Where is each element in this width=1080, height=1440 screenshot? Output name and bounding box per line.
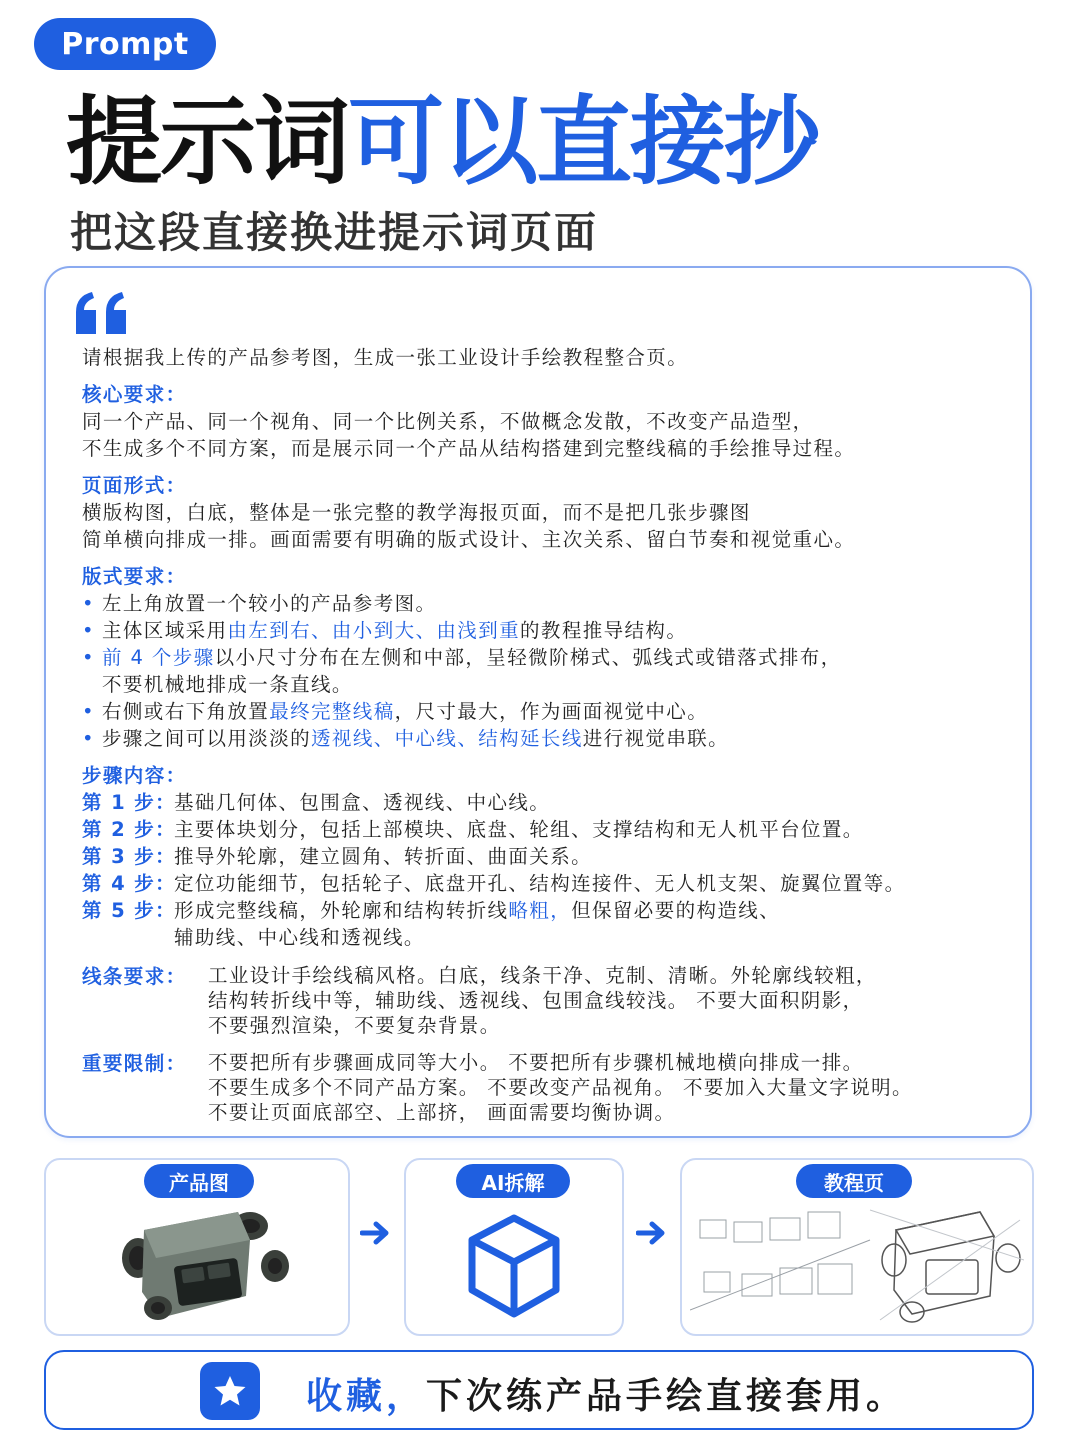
important-limits bbox=[82, 1050, 1002, 1125]
step-item: 第 1 步：基础几何体、包围盒、透视线、中心线。 bbox=[82, 791, 551, 814]
limit-line: 不要把所有步骤画成同等大小。 不要把所有步骤机械地横向排成一排。 bbox=[208, 1051, 864, 1074]
tutorial-sketch-thumbnail bbox=[690, 1200, 1024, 1328]
product-image-tag: 产品图 bbox=[144, 1164, 254, 1198]
intro-line: 请根据我上传的产品参考图，生成一张工业设计手绘教程整合页。 bbox=[82, 346, 689, 369]
layout-bullet: • 右侧或右下角放置最终完整线稿，尺寸最大，作为画面视觉中心。 bbox=[82, 698, 1002, 725]
page-format-heading: 页面形式： bbox=[82, 474, 187, 497]
core-line: 同一个产品、同一个视角、同一个比例关系，不做概念发散，不改变产品造型， bbox=[82, 410, 814, 433]
limit-heading: 重要限制： bbox=[82, 1052, 187, 1075]
cube-icon bbox=[464, 1212, 564, 1320]
star-icon bbox=[211, 1373, 249, 1409]
ai-breakdown-tag: AI拆解 bbox=[456, 1164, 570, 1198]
layout-bullet: • 步骤之间可以用淡淡的透视线、中心线、结构延长线进行视觉串联。 bbox=[82, 725, 1002, 752]
line-req-line: 不要强烈渲染，不要复杂背景。 bbox=[208, 1014, 501, 1037]
prompt-text bbox=[82, 344, 1002, 1125]
layout-bullet-continuation: 不要机械地排成一条直线。 bbox=[102, 673, 353, 696]
page-subtitle: 把这段直接换进提示词页面 bbox=[70, 208, 599, 257]
arrow-right-icon bbox=[360, 1220, 394, 1246]
layout-heading: 版式要求： bbox=[82, 565, 187, 588]
step-item: 第 5 步：形成完整线稿，外轮廓和结构转折线略粗，但保留必要的构造线、 bbox=[82, 899, 781, 922]
page-format-line: 简单横向排成一排。画面需要有明确的版式设计、主次关系、留白节奏和视觉重心。 bbox=[82, 528, 856, 551]
steps-heading: 步骤内容： bbox=[82, 764, 187, 787]
layout-bullet: • 主体区域采用由左到右、由小到大、由浅到重的教程推导结构。 bbox=[82, 617, 1002, 644]
step-item: 第 4 步：定位功能细节，包括轮子、底盘开孔、结构连接件、无人机支架、旋翼位置等。 bbox=[82, 872, 906, 895]
layout-bullet: • 左上角放置一个较小的产品参考图。 bbox=[82, 590, 1002, 617]
step-item: 第 3 步：推导外轮廓，建立圆角、转折面、曲面关系。 bbox=[82, 845, 593, 868]
page-format-line: 横版构图，白底，整体是一张完整的教学海报页面，而不是把几张步骤图 bbox=[82, 501, 751, 524]
prompt-badge: Prompt bbox=[34, 18, 216, 70]
save-banner-text: 收藏，下次练产品手绘直接套用。 bbox=[306, 1376, 907, 1417]
limit-line: 不要让页面底部空、上部挤， 画面需要均衡协调。 bbox=[208, 1101, 676, 1124]
line-req-line: 结构转折线中等，辅助线、透视线、包围盒线较浅。 不要大面积阴影， bbox=[208, 989, 864, 1012]
core-heading: 核心要求： bbox=[82, 383, 187, 406]
favorite-star-button[interactable] bbox=[200, 1362, 260, 1420]
step-item: 第 2 步：主要体块划分，包括上部模块、底盘、轮组、支撑结构和无人机平台位置。 bbox=[82, 818, 864, 841]
line-requirements bbox=[82, 963, 1002, 1038]
product-photo bbox=[100, 1200, 310, 1330]
page-title bbox=[66, 82, 818, 202]
quote-icon bbox=[72, 290, 132, 334]
limit-line: 不要生成多个不同产品方案。 不要改变产品视角。 不要加入大量文字说明。 bbox=[208, 1076, 913, 1099]
title-blue-part: 可以直接抄 bbox=[348, 86, 818, 198]
layout-bullet: • 前 4 个步骤以小尺寸分布在左侧和中部，呈轻微阶梯式、弧线式或错落式排布， bbox=[82, 644, 1002, 671]
line-req-line: 工业设计手绘线稿风格。白底，线条干净、克制、清晰。外轮廓线较粗， bbox=[208, 964, 877, 987]
line-heading: 线条要求： bbox=[82, 965, 187, 988]
core-line: 不生成多个不同方案，而是展示同一个产品从结构搭建到完整线稿的手绘推导过程。 bbox=[82, 437, 856, 460]
tutorial-page-tag: 教程页 bbox=[796, 1164, 912, 1198]
step-item-continuation: 辅助线、中心线和透视线。 bbox=[174, 926, 425, 949]
arrow-right-icon bbox=[636, 1220, 670, 1246]
title-dark-part: 提示词 bbox=[66, 86, 348, 198]
